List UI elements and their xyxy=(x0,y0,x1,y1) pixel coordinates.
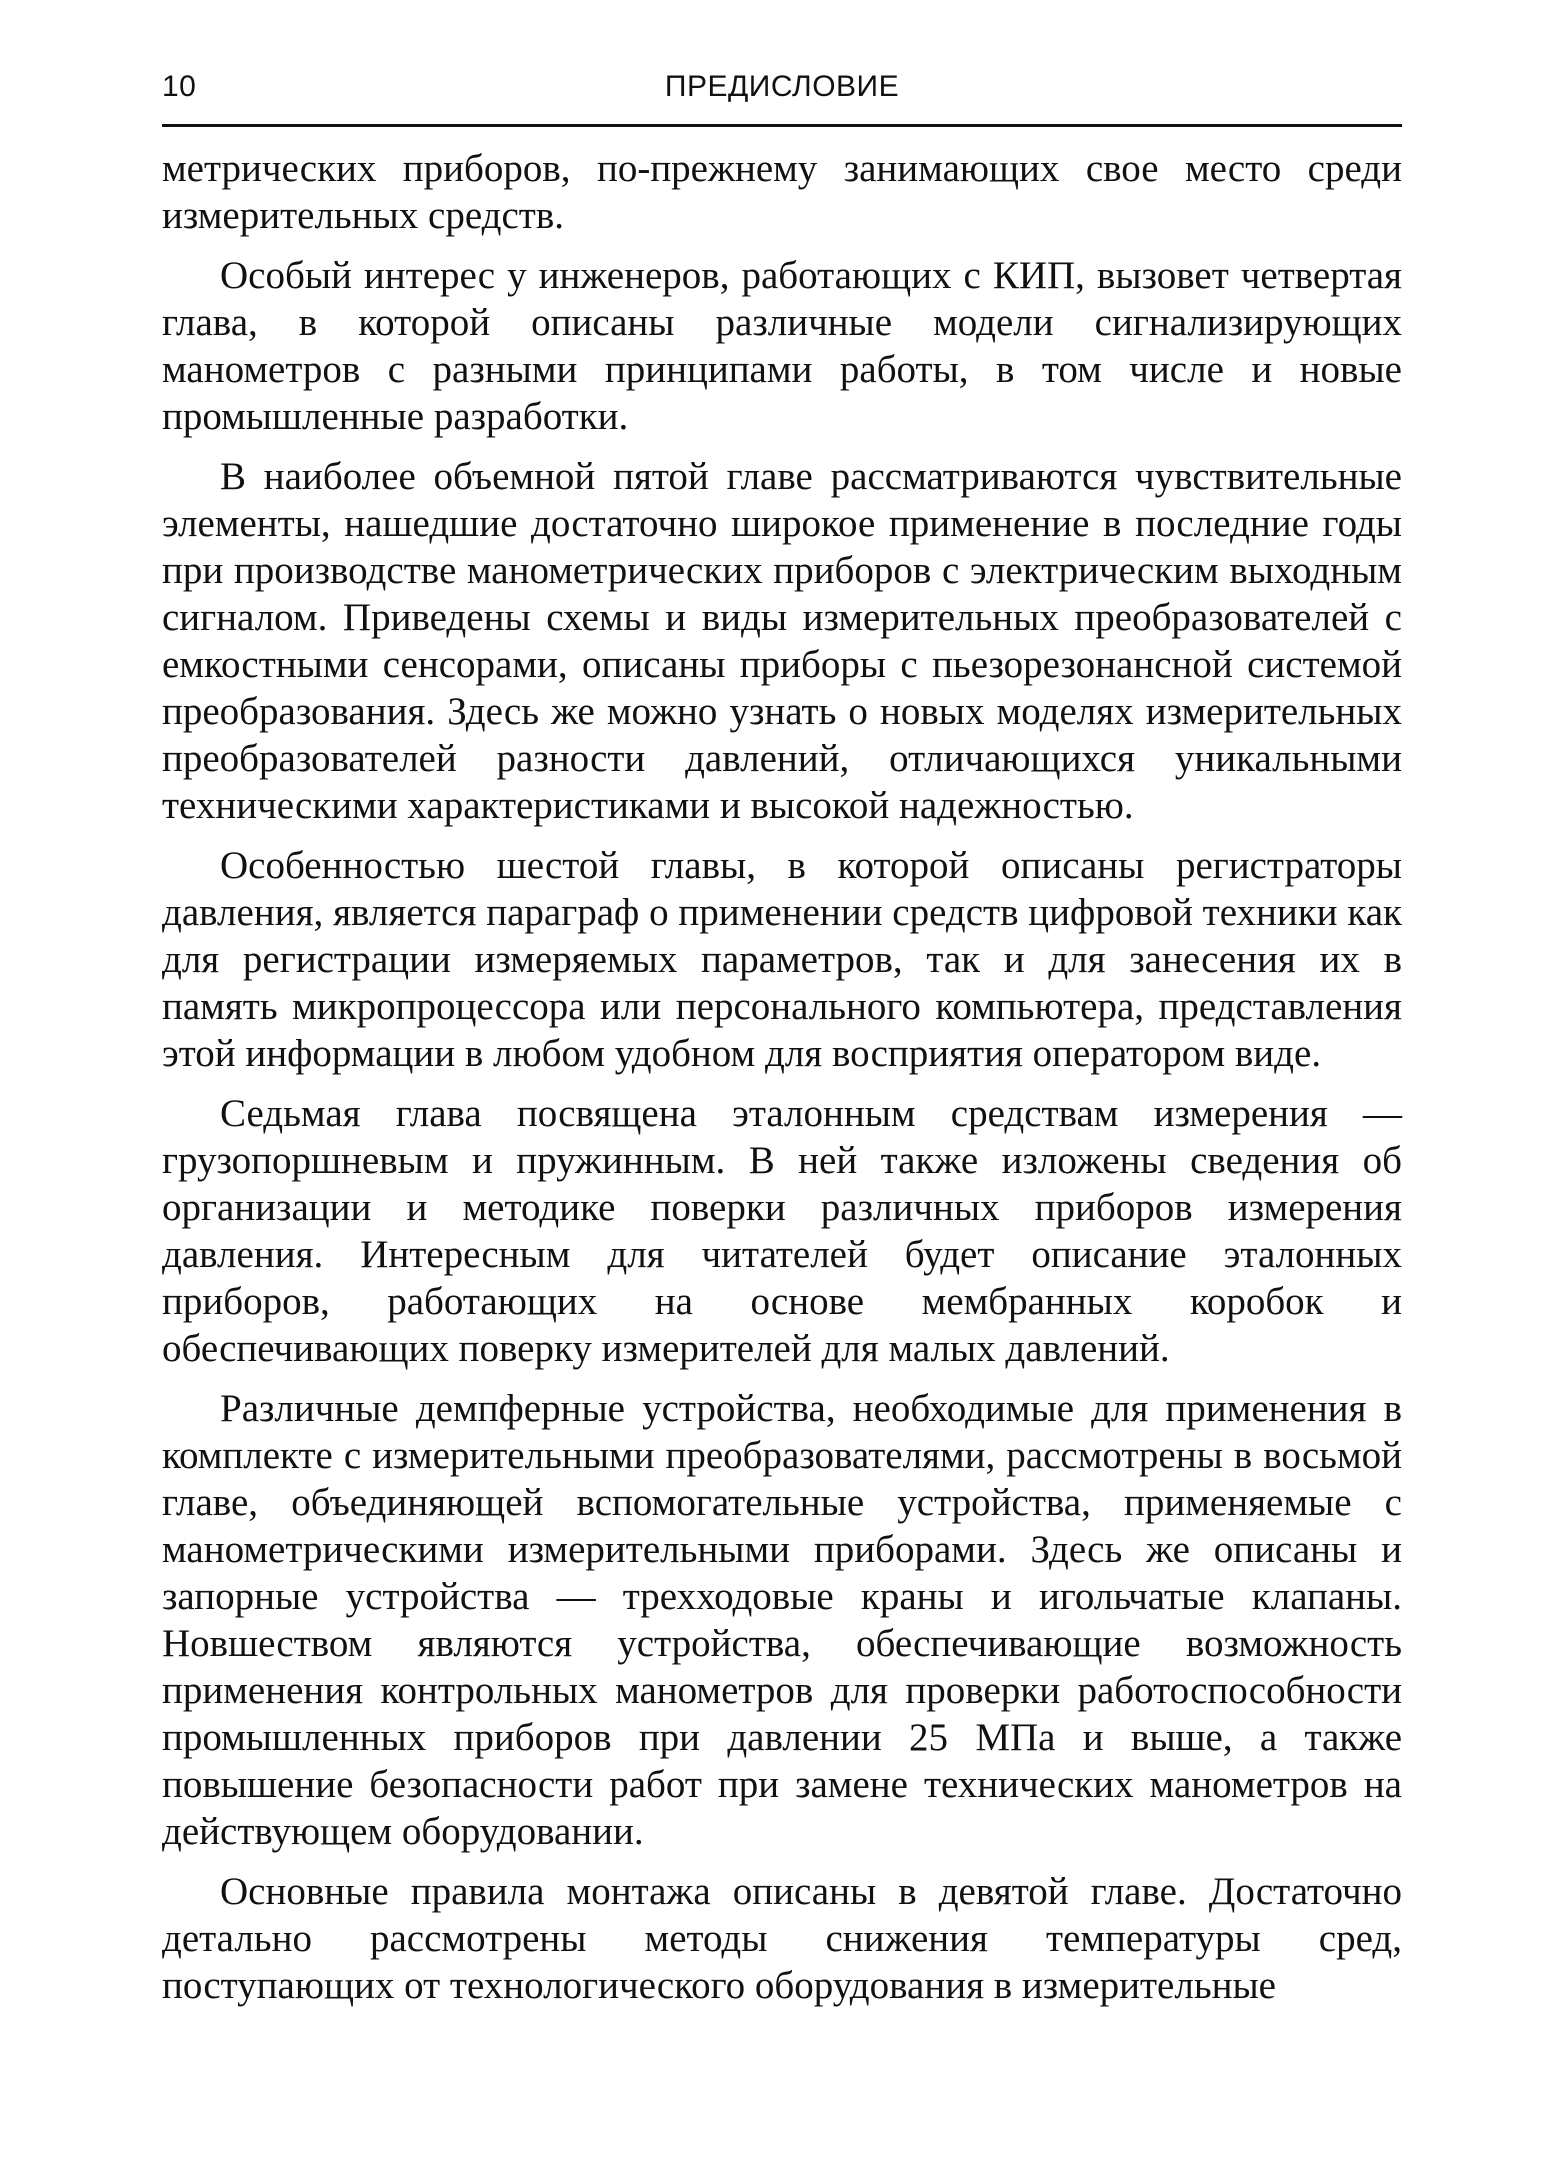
header-rule xyxy=(162,124,1402,127)
paragraph-chapter-4: Особый интерес у инженеров, работающих с КИП, вызовет четвертая глава, в которой описаны различные модели сигнализирующих манометров с разными принципами работы, в том числе и новые промышленные разработки. xyxy=(162,254,1402,438)
paragraph-chapter-6: Особенностью шестой главы, в которой описаны регистраторы давления, является параграф о применении средств цифровой техники как для регистрации измеряемых параметров, так и для занесения их в память микропроцессора или персонального компьютера, представления этой информации в любом удобном для восприятия оператором виде. xyxy=(162,844,1402,1075)
paragraph-continuation: метрических приборов, по-прежнему занимающих свое место среди измерительных средств. xyxy=(162,147,1402,237)
paragraph-chapter-9: Основные правила монтажа описаны в девятой главе. Достаточно детально рассмотрены методы снижения температуры сред, поступающих от технологического оборудования в измерительные xyxy=(162,1870,1402,2007)
page-number: 10 xyxy=(162,70,197,103)
paragraph-chapter-7: Седьмая глава посвящена эталонным средствам измерения — грузопоршневым и пружинным. В ней также изложены сведения об организации и методике поверки различных приборов измерения давления. Интересным для читателей будет описание эталонных приборов, работающих на основе мембранных коробок и обеспечивающих поверку измерителей для малых давлений. xyxy=(162,1092,1402,1370)
body-text xyxy=(162,145,1402,2009)
paragraph-chapter-5: В наиболее объемной пятой главе рассматриваются чувствительные элементы, нашедшие достаточно широкое применение в последние годы при производстве манометрических приборов с электрическим выходным сигналом. Приведены схемы и виды измерительных преобразователей с емкостными сенсорами, описаны приборы с пьезорезонансной системой преобразования. Здесь же можно узнать о новых моделях измерительных преобразователей разности давлений, отличающихся уникальными техническими характеристиками и высокой надежностью. xyxy=(162,455,1402,827)
section-title: ПРЕДИСЛОВИЕ xyxy=(664,70,900,103)
paragraph-chapter-8: Различные демпферные устройства, необходимые для применения в комплекте с измерительными преобразователями, рассмотрены в восьмой главе, объединяющей вспомогательные устройства, применяемые с манометрическими измерительными приборами. Здесь же описаны и запорные устройства — трехходовые краны и игольчатые клапаны. Новшеством являются устройства, обеспечивающие возможность применения контрольных манометров для проверки работоспособности промышленных приборов при давлении 25 МПа и выше, а также повышение безопасности работ при замене технических манометров на действующем оборудовании. xyxy=(162,1387,1402,1853)
book-page xyxy=(162,60,1402,2022)
running-head xyxy=(162,60,1402,124)
